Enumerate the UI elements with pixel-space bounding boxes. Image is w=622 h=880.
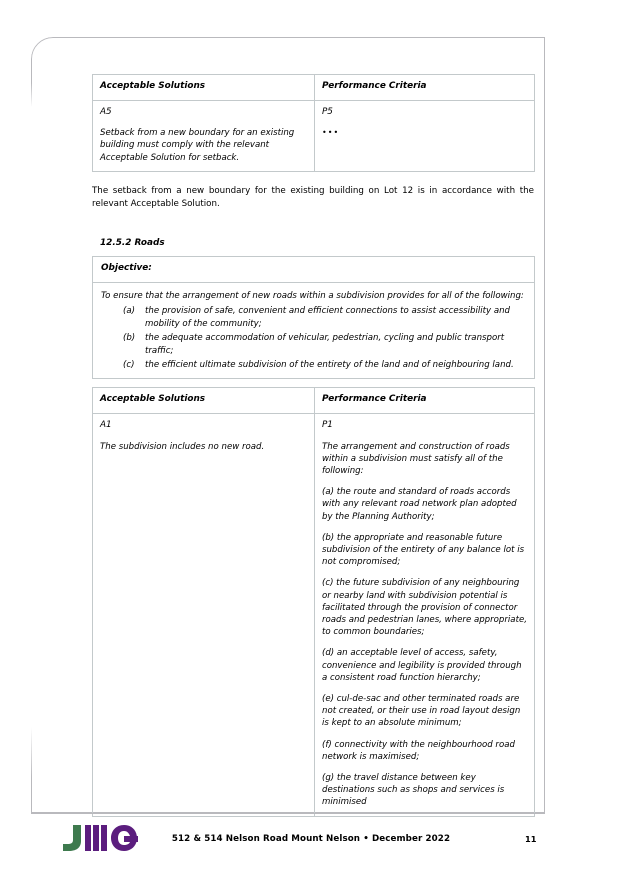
table-roads [92,387,535,816]
list-item [123,359,526,371]
solution-code-a5: A5 [100,106,112,117]
criteria-item-d: (d) an acceptable level of access, safety, convenience and legibility is provided through a consistent road function hierarchy; [322,648,522,683]
table-setback [92,74,535,172]
list-item-label: the provision of safe, convenient and efficient connections to assist accessibility and mobility of the community; [145,306,511,329]
page-number: 11 [525,834,537,844]
table-row-header [93,75,535,101]
criteria-item-f: (f) connectivity with the neighbourhood road network is maximised; [322,739,515,762]
footer-divider [31,813,545,814]
list-item-label: the adequate accommodation of vehicular, pedestrian, cycling and public transport traffic; [145,333,505,356]
list-item [123,305,526,330]
column-header-acceptable-solutions: Acceptable Solutions [93,75,315,101]
list-marker: (c) [123,360,135,370]
page-frame-right-edge [544,60,545,813]
table-spacer [92,379,534,387]
criteria-item-c: (c) the future subdivision of any neighbouring or nearby land with subdivision potential is facilitated through the provision of connector roads and pedestrian lanes, where appropriate, to common boundaries; [322,578,527,638]
cell-performance-criteria-p1 [315,414,535,817]
solution-text-a1: The subdivision includes no new road. [100,441,265,452]
cell-acceptable-solution-a1 [93,414,315,817]
criteria-text-p5: ••• [322,128,340,138]
objective-body-row [93,282,535,379]
criteria-code-p5: P5 [322,106,333,117]
solution-code-a1: A1 [100,420,112,431]
assessment-paragraph: The setback from a new boundary for the existing building on Lot 12 is in accordance with the relevant Acceptable Solution. [92,185,534,209]
table-row [93,414,535,817]
column-header-acceptable-solutions: Acceptable Solutions [93,388,315,414]
cell-performance-criteria-p5 [315,100,535,171]
list-marker: (a) [123,306,135,317]
criteria-item-g: (g) the travel distance between key destinations such as shops and services is minimised [322,773,505,808]
objective-title-row [93,256,535,282]
criteria-item-a: (a) the route and standard of roads accords with any relevant road network plan adopted by the Planning Authority; [322,487,517,522]
column-header-performance-criteria: Performance Criteria [315,75,535,101]
table-row-header [93,388,535,414]
list-item [123,332,526,357]
document-content [92,74,534,817]
objective-body [93,282,535,379]
objective-list [101,305,526,371]
table-objective [92,256,535,380]
objective-title: Objective: [93,256,535,282]
solution-text-a5: Setback from a new boundary for an existing building must comply with the relevant Acceptable Solution for setback. [100,128,295,163]
column-header-performance-criteria: Performance Criteria [315,388,535,414]
criteria-item-e: (e) cul-de-sac and other terminated roads are not created, or their use in road layout design is kept to an absolute minimum; [322,694,521,729]
objective-intro: To ensure that the arrangement of new roads within a subdivision provides for all of the following: [101,290,524,301]
cell-acceptable-solution-a5 [93,100,315,171]
page-title: 12.5.2 Roads [100,237,165,248]
criteria-intro-p1: The arrangement and construction of roads within a subdivision must satisfy all of the following: [322,441,510,476]
footer-document-title: 512 & 514 Nelson Road Mount Nelson • December 2022 [171,834,451,844]
list-marker: (b) [123,333,136,344]
criteria-code-p1: P1 [322,420,333,431]
list-item-label: the efficient ultimate subdivision of the entirety of the land and of neighbouring land. [145,360,514,370]
table-row [93,100,535,171]
criteria-item-b: (b) the appropriate and reasonable future subdivision of the entirety of any balance lot is not compromised; [322,532,525,568]
